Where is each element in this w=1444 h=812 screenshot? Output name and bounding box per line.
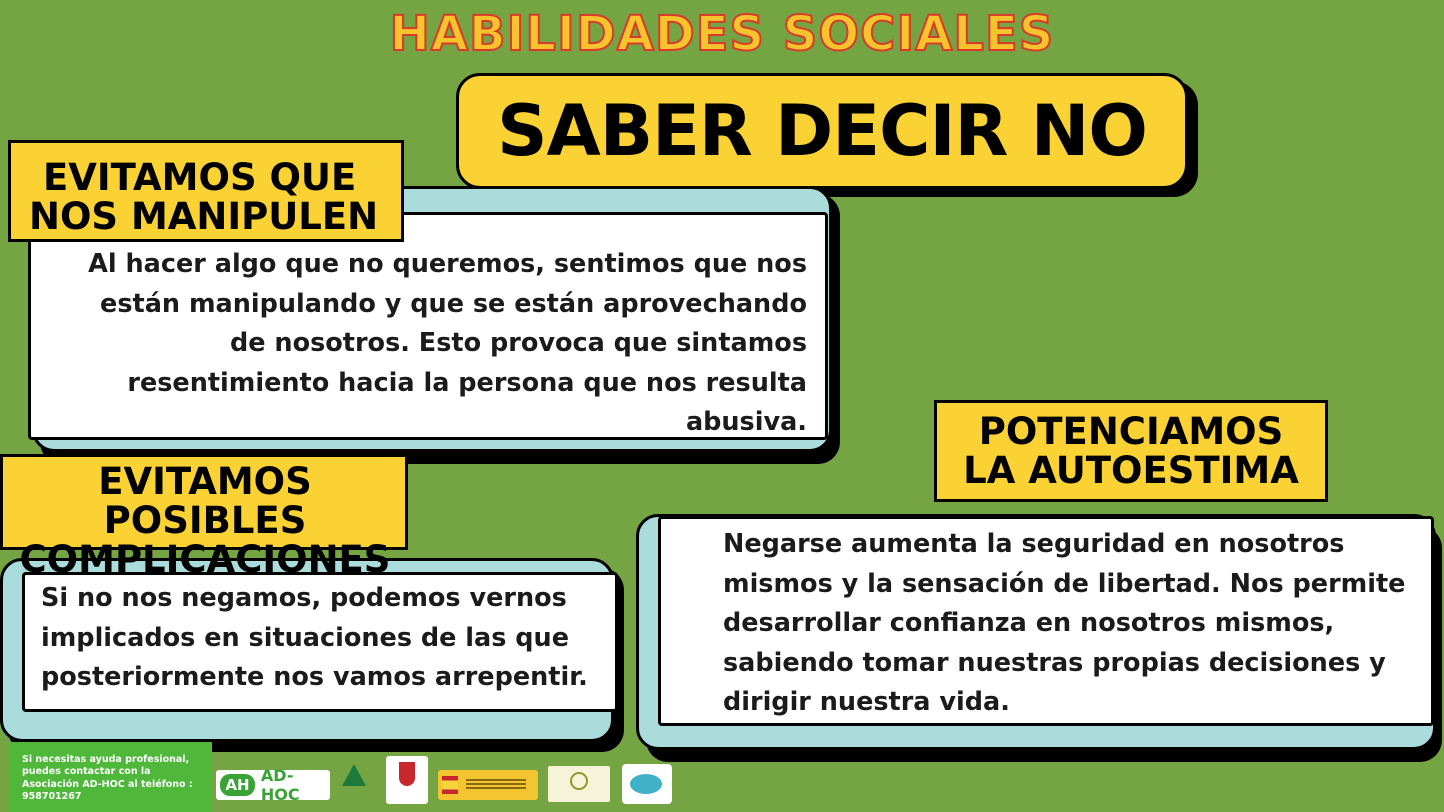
card-complicaciones-label-line2: COMPLICACIONES (19, 537, 391, 581)
card-autoestima-label-line2: LA AUTOESTIMA (963, 448, 1299, 492)
card-complicaciones-body (22, 572, 618, 712)
card-manipulen-label (8, 140, 404, 242)
ayuntamiento-shield-icon (386, 756, 428, 804)
junta-andalucia-logo-icon (336, 760, 378, 804)
salud-logo-icon (548, 766, 610, 802)
card-manipulen-label-line1: EVITAMOS QUE (43, 156, 357, 199)
help-line1: Si necesitas ayuda profesional, (22, 754, 190, 765)
card-complicaciones-text-line1: Si no nos negamos, podemos vernos (41, 583, 567, 613)
gobierno-text-lines (466, 779, 526, 791)
card-manipulen-label-line2: NOS MANIPULEN (29, 194, 379, 238)
card-manipulen-body (28, 212, 828, 440)
adhoc-logo (216, 766, 330, 804)
card-complicaciones-text-line3: posteriormente nos vamos arrepentir. (41, 662, 588, 693)
flag-icon (442, 776, 458, 794)
adhoc-mark-icon: AH (220, 774, 255, 796)
help-phone: 958701267 (22, 791, 82, 803)
card-autoestima-label-line1: POTENCIAMOS (978, 410, 1284, 453)
card-manipulen-text: Al hacer algo que no queremos, sentimos que nos están manipulando y que se están aprovechando de nosotros. Esto provoca que sintamos resentimiento hacia la persona que nos resulta abusiva. (88, 249, 807, 438)
main-banner: SABER DECIR NO (456, 73, 1188, 189)
card-complicaciones-label (0, 454, 408, 581)
gobierno-espana-logo-icon (438, 770, 538, 800)
adhoc-name: AD-HOC (260, 766, 300, 804)
card-complicaciones-text-line2: implicados en situaciones de las que (41, 622, 570, 653)
page-title: HABILIDADES SOCIALES (389, 6, 1055, 62)
card-autoestima-text: Negarse aumenta la seguridad en nosotros mismos y la sensación de libertad. Nos permite desarrollar confianza en nosotros mismos, sabiendo tomar nuestras propias decisiones y dirigir nuestra vida. (723, 529, 1406, 718)
salud-mark-icon (570, 772, 588, 790)
shield-icon (399, 762, 415, 786)
junta-mark-icon (342, 764, 366, 786)
help-line2: puedes contactar con la (22, 766, 151, 778)
help-contact-box (10, 742, 212, 812)
ciudades-logo-icon (622, 764, 672, 804)
card-complicaciones-label-line1: EVITAMOS POSIBLES (98, 460, 312, 542)
card-autoestima-body (658, 516, 1434, 726)
card-autoestima-label (934, 400, 1328, 502)
help-line3: Asociación AD-HOC al teléfono : (22, 778, 193, 790)
ciudades-mark-icon (630, 774, 662, 794)
